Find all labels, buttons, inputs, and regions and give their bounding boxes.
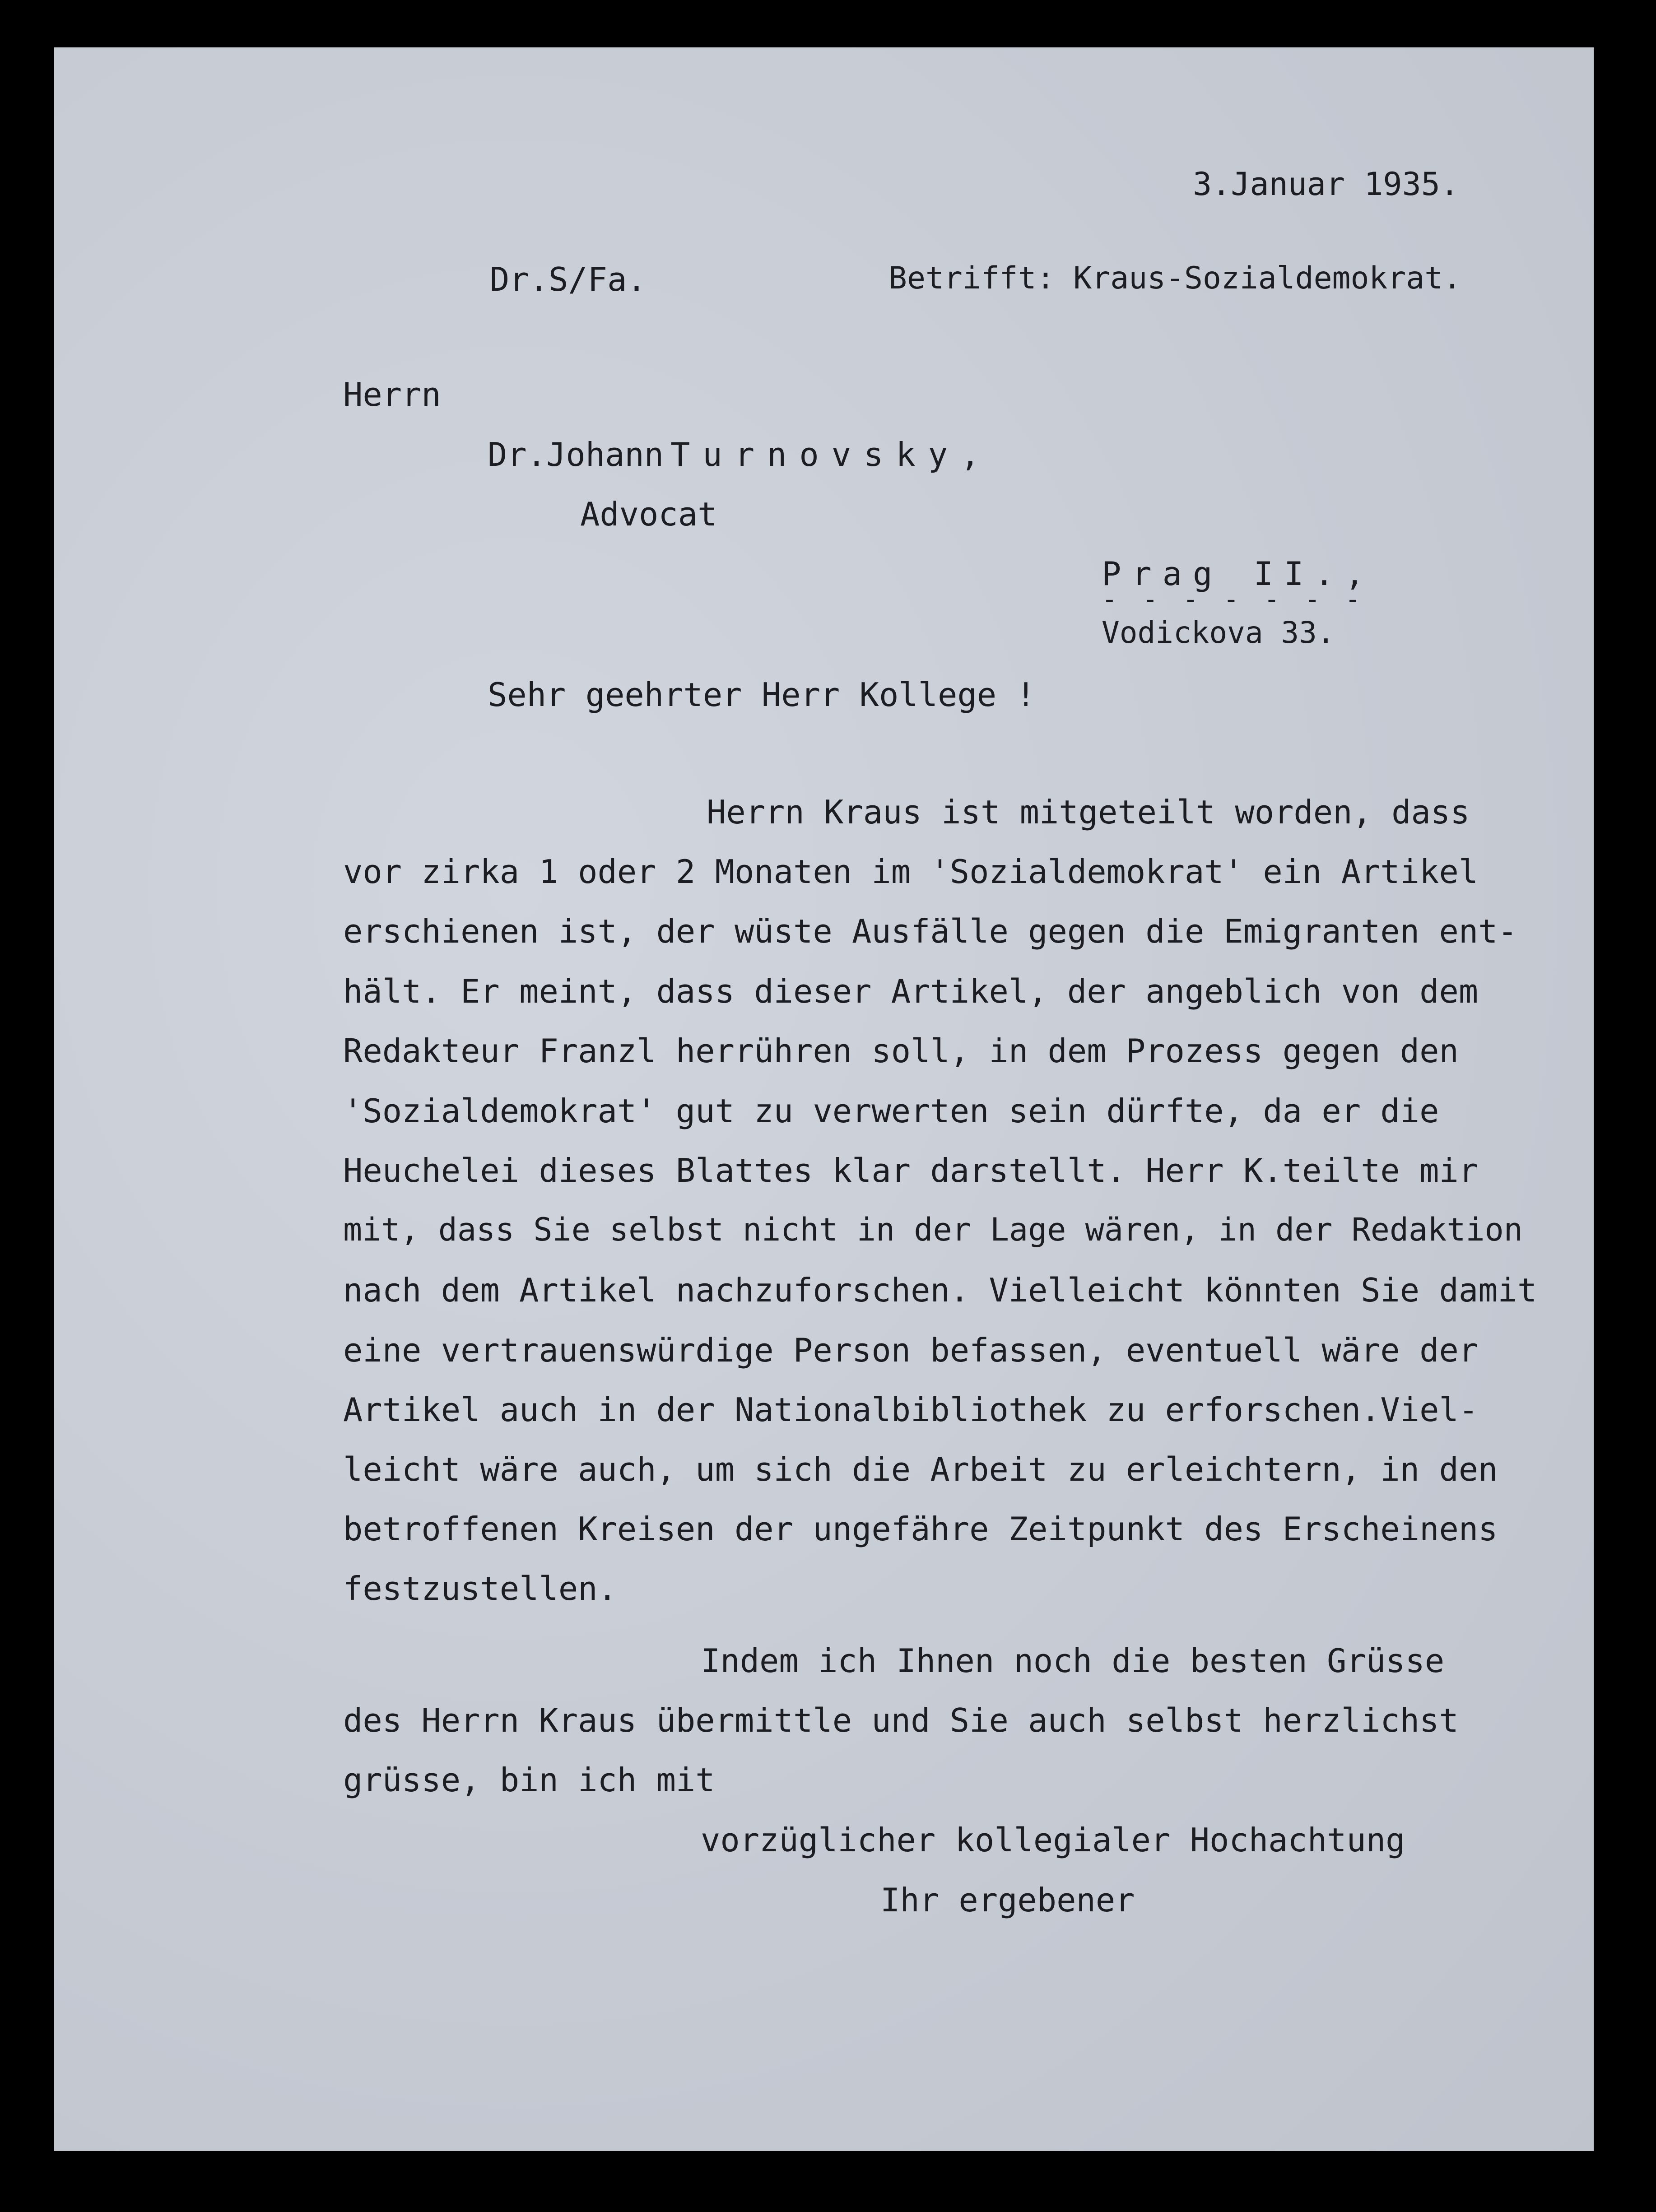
recipient-salutation: Herrn [343, 376, 441, 414]
closing-line: des Herrn Kraus übermittle und Sie auch selbst herzlichst [343, 1701, 1459, 1739]
recipient-title: Advocat [580, 495, 717, 533]
body-line: vor zirka 1 oder 2 Monaten im 'Sozialdemokrat' ein Artikel [343, 853, 1479, 891]
body-line: erschienen ist, der wüste Ausfälle gegen die Emigranten ent- [343, 912, 1517, 950]
body-line: eine vertrauenswürdige Person befassen, eventuell wäre der [343, 1331, 1479, 1369]
body-line: mit, dass Sie selbst nicht in der Lage wären, in der Redaktion [343, 1211, 1523, 1248]
body-line: nach dem Artikel nachzuforschen. Vielleicht könnten Sie damit [343, 1271, 1537, 1309]
letter-date: 3.Januar 1935. [1193, 166, 1460, 203]
letter-page [54, 47, 1594, 2151]
recipient-surname: Turnovsky, [670, 436, 993, 474]
closing-line: Indem ich Ihnen noch die besten Grüsse [701, 1642, 1445, 1680]
body-line: festzustellen. [343, 1570, 617, 1608]
signoff: Ihr ergebener [880, 1881, 1135, 1919]
body-line: 'Sozialdemokrat' gut zu verwerten sein dürfte, da er die [343, 1092, 1439, 1130]
body-line: Herrn Kraus ist mitgeteilt worden, dass [707, 793, 1470, 831]
recipient-name-prefix: Dr.Johann [488, 436, 664, 474]
city-underline: - - - - - - - [1102, 584, 1365, 614]
valediction: vorzüglicher kollegialer Hochachtung [701, 1821, 1405, 1859]
body-line: betroffenen Kreisen der ungefähre Zeitpunkt des Erscheinens [343, 1510, 1498, 1548]
body-line: hält. Er meint, dass dieser Artikel, der angeblich von dem [343, 972, 1479, 1010]
closing-line: grüsse, bin ich mit [343, 1761, 715, 1799]
letter-greeting: Sehr geehrter Herr Kollege ! [488, 676, 1036, 714]
subject-line: Betrifft: Kraus-Sozialdemokrat. [888, 260, 1462, 296]
body-line: Redakteur Franzl herrühren soll, in dem Prozess gegen den [343, 1032, 1459, 1070]
recipient-city: Prag II., [1102, 555, 1376, 593]
body-line: leicht wäre auch, um sich die Arbeit zu erleichtern, in den [343, 1450, 1498, 1488]
recipient-street: Vodickova 33. [1102, 615, 1335, 650]
body-line: Artikel auch in der Nationalbibliothek zu erforschen.Viel- [343, 1391, 1479, 1429]
reference-code: Dr.S/Fa. [490, 260, 647, 298]
body-line: Heuchelei dieses Blattes klar darstellt. Herr K.teilte mir [343, 1152, 1479, 1190]
